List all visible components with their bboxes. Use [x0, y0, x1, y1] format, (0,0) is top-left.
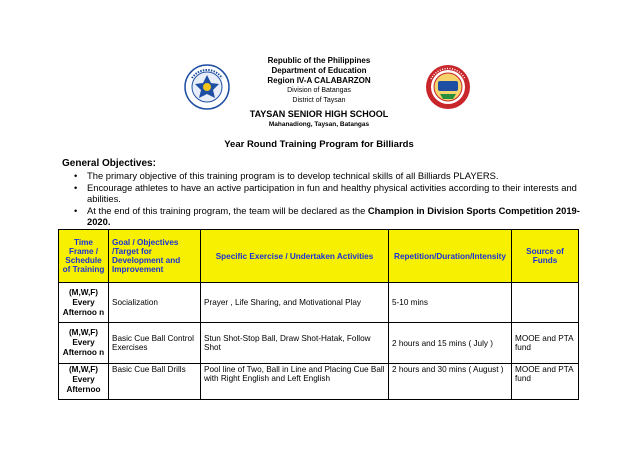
- list-item: [62, 182, 582, 205]
- general-objectives: [62, 158, 582, 228]
- table-header-row: [59, 230, 579, 283]
- bullet-icon: •: [74, 181, 78, 193]
- duration-cell: 2 hours and 15 mins ( July ): [389, 323, 512, 364]
- objectives-list: [62, 170, 582, 228]
- school-address: Mahanadiong, Taysan, Batangas: [268, 121, 370, 128]
- objective-text: Encourage athletes to have an active participation in fun and healthy physical activities according to their interests and abilities.: [87, 181, 577, 204]
- table-row: [59, 364, 579, 400]
- objective-text: The primary objective of this training program is to develop technical skills of all Billiards PLAYERS.: [87, 170, 499, 181]
- objective-bold-text: Champion in Division Sports Competition 2019-2020.: [87, 204, 580, 227]
- schedule-cell: (M,W,F) Every Afternoo: [59, 364, 109, 400]
- header-duration: Repetition/Duration/Intensity: [389, 230, 512, 283]
- list-item: [62, 205, 582, 228]
- exercise-cell: Prayer , Life Sharing, and Motivational Play: [201, 283, 389, 323]
- duration-cell: 5-10 mins: [389, 283, 512, 323]
- duration-cell: 2 hours and 30 mins ( August ): [389, 364, 512, 400]
- bullet-icon: •: [74, 170, 78, 181]
- republic-line: Republic of the Philippines: [267, 56, 371, 65]
- schedule-cell: (M,W,F) Every Afternoo n: [59, 323, 109, 364]
- district-line: District of Taysan: [292, 96, 346, 104]
- header-time-frame: Time Frame / Schedule of Training: [59, 230, 109, 283]
- header-funds: Source of Funds: [512, 230, 579, 283]
- header-goal: Goal / Objectives /Target for Development and Improvement: [109, 230, 201, 283]
- letterhead: [200, 56, 438, 105]
- funds-cell: [512, 283, 579, 323]
- bullet-icon: •: [74, 204, 78, 216]
- objective-text: At the end of this training program, the team will be declared as the: [87, 204, 368, 216]
- table-row: [59, 283, 579, 323]
- header-exercise: Specific Exercise / Undertaken Activities: [201, 230, 389, 283]
- region-line: Region IV-A CALABARZON: [267, 76, 371, 85]
- schedule-cell: (M,W,F) Every Afternoo n: [59, 283, 109, 323]
- goal-cell: Basic Cue Ball Control Exercises: [109, 323, 201, 364]
- goal-cell: Basic Cue Ball Drills: [109, 364, 201, 400]
- table-row: [59, 323, 579, 364]
- program-title: Year Round Training Program for Billiards: [224, 139, 414, 150]
- division-line: Division of Batangas: [287, 87, 351, 94]
- objectives-heading: General Objectives:: [62, 158, 156, 169]
- list-item: [62, 170, 582, 182]
- school-block: [180, 109, 458, 129]
- funds-cell: MOOE and PTA fund: [512, 323, 579, 364]
- department-line: Department of Education: [271, 66, 367, 75]
- exercise-cell: Pool line of Two, Ball in Line and Placing Cue Ball with Right English and Left English: [201, 364, 389, 400]
- school-name: TAYSAN SENIOR HIGH SCHOOL: [249, 109, 389, 119]
- goal-cell: Socialization: [109, 283, 201, 323]
- exercise-cell: Stun Shot-Stop Ball, Draw Shot-Hatak, Follow Shot: [201, 323, 389, 364]
- funds-cell: MOOE and PTA fund: [512, 364, 579, 400]
- training-table: [58, 229, 579, 400]
